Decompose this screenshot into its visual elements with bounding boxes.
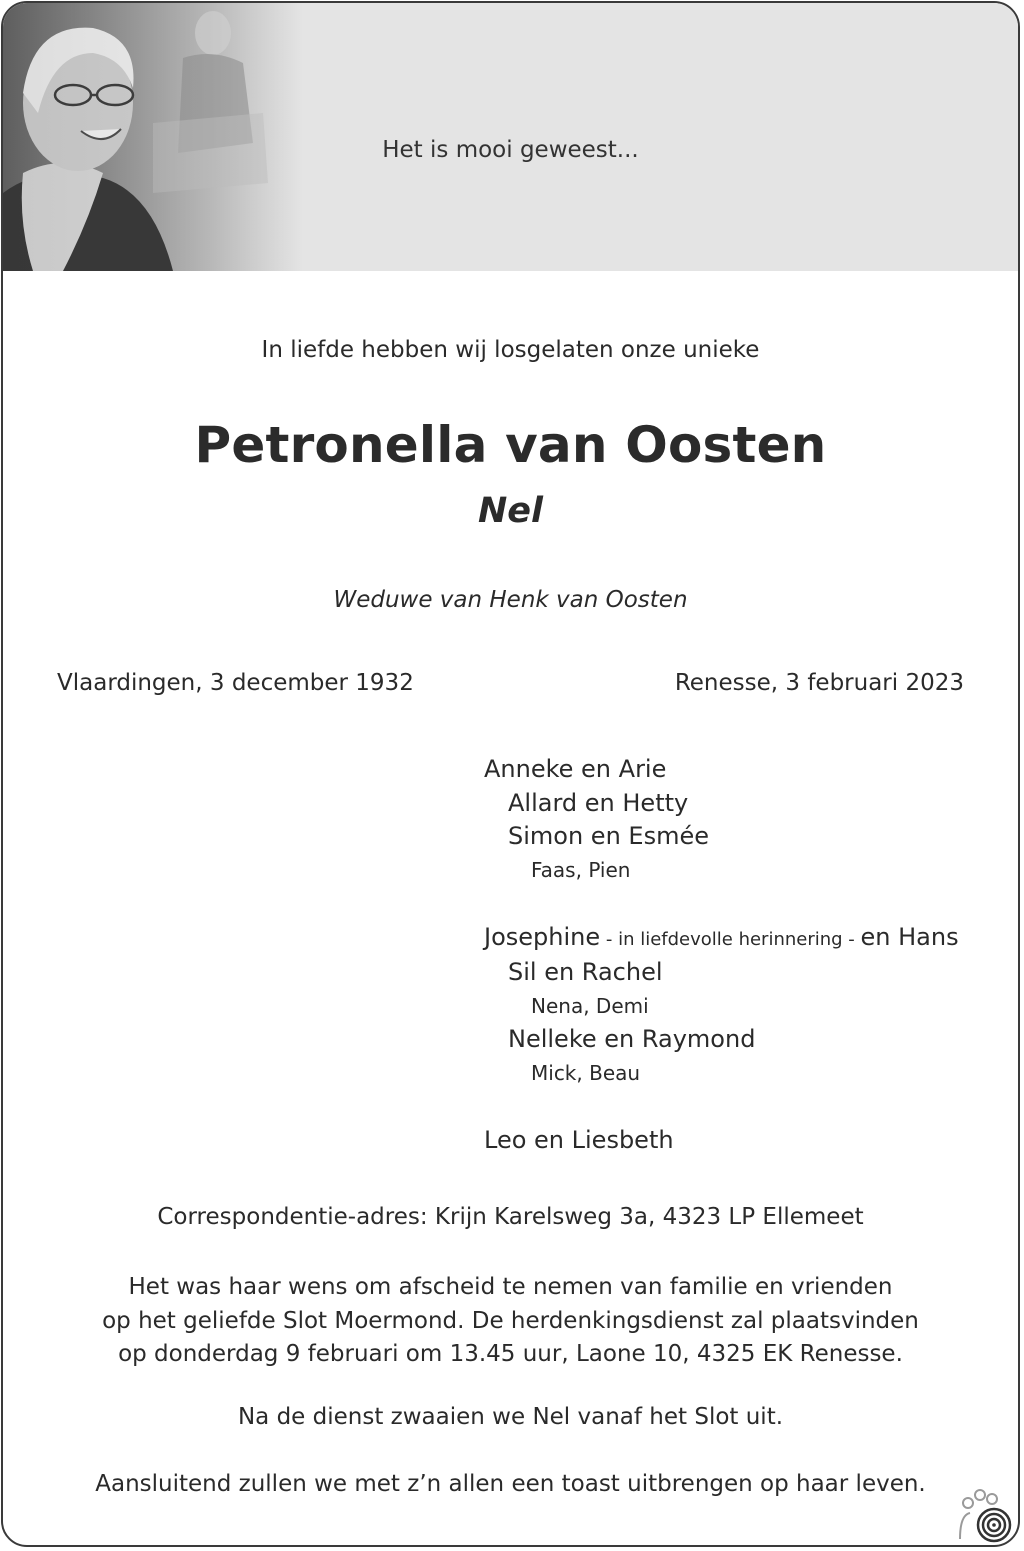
family-grandchildren: Mick, Beau	[531, 1060, 641, 1085]
family-child: Simon en Esmée	[508, 822, 709, 850]
death-place-date: Renesse, 3 februari 2023	[674, 670, 964, 696]
nickname: Nel	[477, 491, 544, 531]
spacer	[484, 887, 959, 921]
widow-line: Weduwe van Henk van Oosten	[333, 587, 688, 613]
family-parent-name: en Hans	[860, 922, 959, 951]
deceased-name: Petronella van Oosten	[194, 416, 827, 474]
obituary-card	[1, 1, 1020, 1547]
family-grandchildren: Faas, Pien	[531, 857, 631, 882]
wish-line: op donderdag 9 februari om 13.45 uur, Laone 10, 4325 EK Renesse.	[118, 1341, 903, 1367]
birth-place-date: Vlaardingen, 3 december 1932	[57, 670, 414, 696]
family-parents: Anneke en Arie	[484, 755, 667, 783]
family-grandchildren: Nena, Demi	[531, 993, 649, 1018]
toast-text: Aansluitend zullen we met z’n allen een toast uitbrengen op haar leven.	[95, 1471, 926, 1497]
farewell-text: Na de dienst zwaaien we Nel vanaf het Slot uit.	[237, 1404, 784, 1430]
intro-text: In liefde hebben wij losgelaten onze unieke	[261, 337, 760, 363]
family-child: Nelleke en Raymond	[508, 1025, 756, 1053]
wish-line: Het was haar wens om afscheid te nemen van familie en vrienden	[128, 1274, 893, 1300]
family-parents: Leo en Liesbeth	[484, 1125, 674, 1154]
header-band	[3, 3, 1018, 271]
family-child: Sil en Rachel	[508, 958, 663, 986]
spacer	[484, 1090, 959, 1124]
wish-paragraph	[3, 1271, 1018, 1372]
family-parent-name: Josephine	[484, 922, 601, 951]
memorial-note: - in liefdevolle herinnering -	[600, 928, 861, 950]
family-list	[484, 753, 959, 1157]
family-fingerprint-logo-icon	[956, 1487, 1016, 1543]
motto: Het is mooi geweest...	[382, 137, 639, 163]
wish-line: op het geliefde Slot Moermond. De herdenkingsdienst zal plaatsvinden	[102, 1307, 919, 1334]
family-parents	[484, 921, 959, 957]
correspondence-address: Correspondentie-adres: Krijn Karelsweg 3a, 4323 LP Ellemeet	[157, 1204, 864, 1230]
family-child: Allard en Hetty	[508, 788, 689, 817]
